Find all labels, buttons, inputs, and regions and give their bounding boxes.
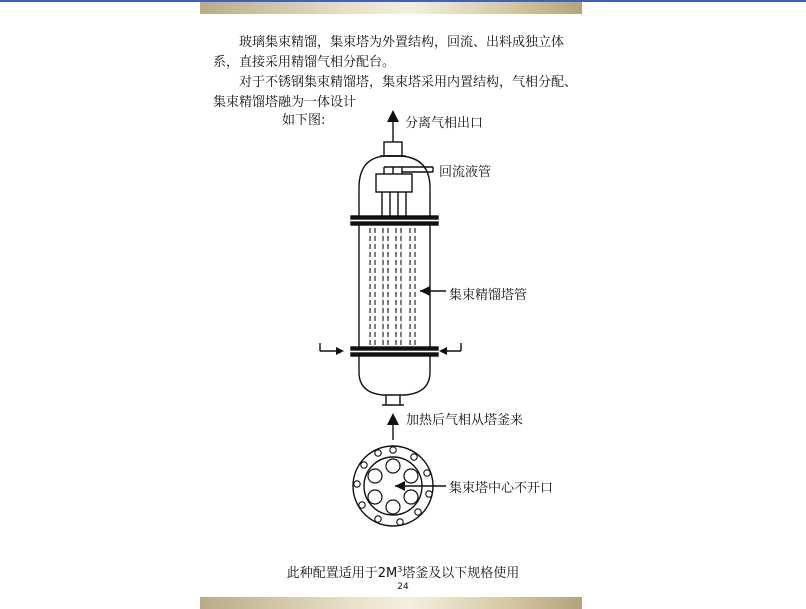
caption-post: 塔釜及以下规格使用 — [402, 566, 520, 581]
bundle-tubes — [370, 228, 415, 345]
caption-pre: 此种配置适用于2M — [286, 566, 398, 581]
paragraph-steel-bundle: 对于不锈钢集束精馏塔，集束塔采用内置结构，气相分配、集束精馏塔融为一体设计 — [213, 75, 578, 110]
label-vapor-outlet: 分离气相出口 — [405, 116, 484, 131]
label-bundle-tubes: 集束精馏塔管 — [449, 288, 528, 303]
top-nozzle — [380, 142, 406, 156]
side-inlet-right — [439, 343, 461, 355]
bundle-tube-arrow — [420, 286, 446, 296]
lower-flange — [351, 347, 438, 356]
page-number: 24 — [397, 582, 409, 592]
label-reflux-pipe: 回流液管 — [439, 165, 492, 180]
paragraph-glass-bundle: 玻璃集束精馏，集束塔为外置结构，回流、出料成独立体系，直接采用精馏气相分配台。 — [213, 35, 565, 70]
center-closed-arrow — [395, 481, 446, 491]
caption-superscript: 3 — [397, 565, 403, 574]
lead-in-text: 如下图: — [282, 113, 326, 128]
vapor-outlet-arrow — [387, 110, 399, 142]
reflux-pipe — [376, 167, 433, 216]
label-heated-vapor: 加热后气相从塔釜来 — [406, 413, 524, 428]
bottom-dome — [359, 356, 430, 395]
footer-band — [200, 597, 582, 609]
label-center-closed: 集束塔中心不开口 — [449, 481, 554, 496]
upper-flange — [351, 216, 438, 225]
side-inlet-left — [320, 343, 344, 355]
bottom-nozzle — [382, 395, 404, 405]
figure-caption — [0, 562, 806, 581]
heated-vapor-arrow — [387, 413, 399, 440]
